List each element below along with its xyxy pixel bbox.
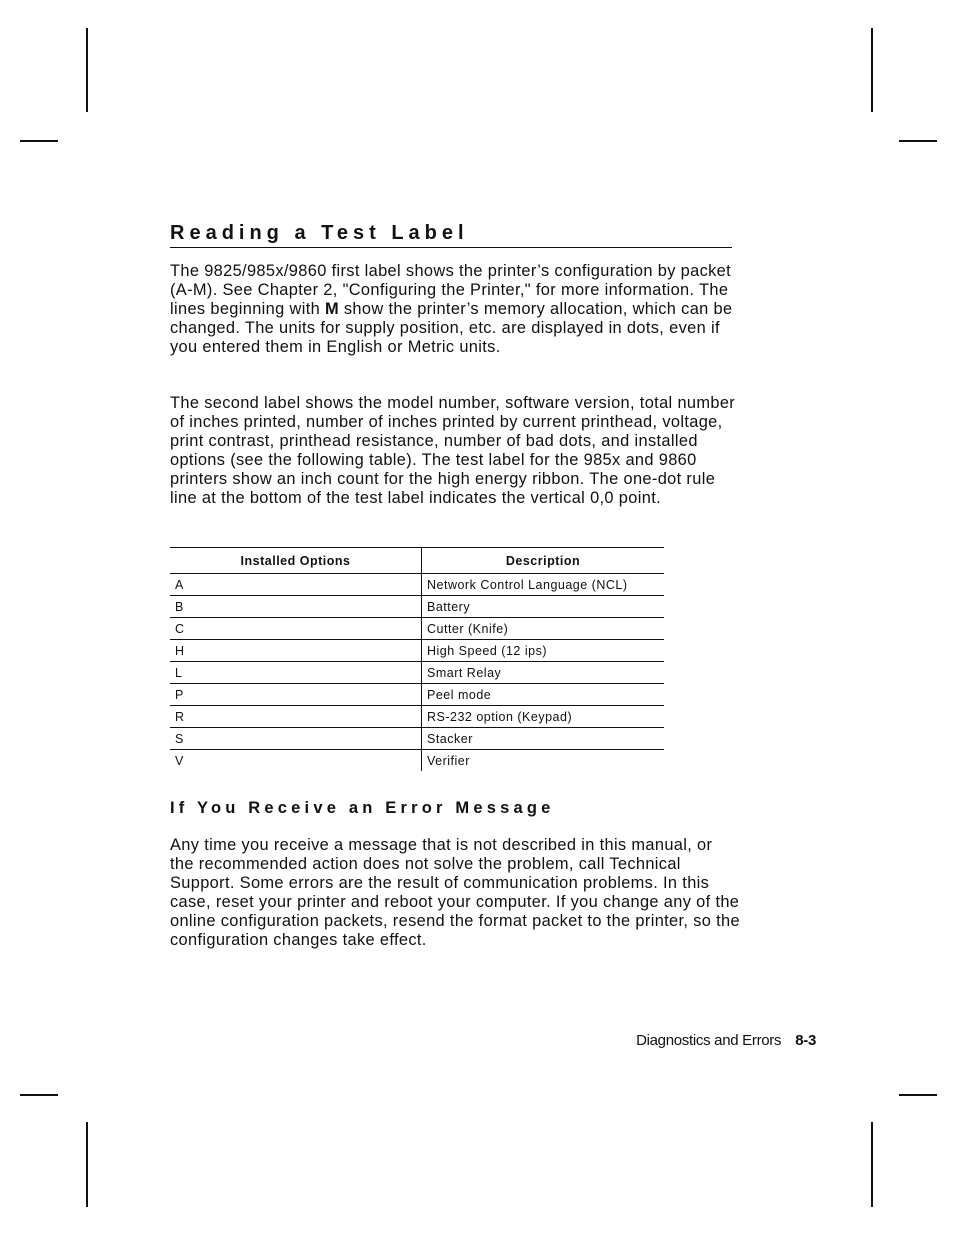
table-row (170, 750, 664, 772)
option-description: Cutter (Knife) (422, 618, 665, 640)
table-row (170, 596, 664, 618)
option-description: Battery (422, 596, 665, 618)
option-code: B (170, 596, 422, 618)
option-code: P (170, 684, 422, 706)
table-row (170, 684, 664, 706)
option-description: High Speed (12 ips) (422, 640, 665, 662)
memory-line-letter: M (324, 300, 339, 319)
crop-mark (899, 1094, 937, 1096)
crop-mark (86, 1122, 88, 1207)
intro-text-end: show the printer’s memory allocation, which can be changed. The units for supply position, etc. are displayed in dots, even if you entered them in English or Metric units. (170, 300, 733, 357)
option-code: V (170, 750, 422, 772)
option-description: Stacker (422, 728, 665, 750)
option-description: Network Control Language (NCL) (422, 574, 665, 596)
crop-mark (871, 1122, 873, 1207)
footer-chapter-title: Diagnostics and Errors (636, 1032, 782, 1049)
table-row (170, 706, 664, 728)
section-title: Reading a Test Label (170, 220, 732, 248)
option-code: R (170, 706, 422, 728)
subsection-title: If You Receive an Error Message (170, 799, 555, 817)
option-code: H (170, 640, 422, 662)
option-code: A (170, 574, 422, 596)
option-description: RS-232 option (Keypad) (422, 706, 665, 728)
crop-mark (871, 28, 873, 112)
table-header-row (170, 548, 664, 574)
page-footer (636, 1032, 816, 1050)
option-code: L (170, 662, 422, 684)
column-header-installed-options: Installed Options (170, 548, 422, 574)
crop-mark (899, 140, 937, 142)
crop-mark (20, 1094, 58, 1096)
table-row (170, 574, 664, 596)
column-header-description: Description (422, 548, 665, 574)
option-description: Peel mode (422, 684, 665, 706)
option-description: Verifier (427, 753, 470, 768)
table-row (170, 728, 664, 750)
option-code: C (170, 618, 422, 640)
table-row (170, 662, 664, 684)
installed-options-table (170, 547, 664, 771)
page-number: 8-3 (795, 1032, 816, 1049)
table-row (170, 618, 664, 640)
error-message-paragraph: Any time you receive a message that is not described in this manual, or the recommended action does not solve the problem, call Technical Support. Some errors are the result of communication problems. In this case, reset your printer and reboot your computer. If you change any of the online configuration packets, resend the format packet to the printer, so the configuration changes take effect. (170, 836, 740, 950)
intro-paragraph (170, 262, 740, 357)
option-code: S (170, 728, 422, 750)
second-label-paragraph: The second label shows the model number, software version, total number of inches printed, number of inches printed by current printhead, voltage, print contrast, printhead resistance, number of bad dots, and installed options (see the following table). The test label for the 985x and 9860 printers show an inch count for the high energy ribbon. The one-dot rule line at the bottom of the test label indicates the vertical 0,0 point. (170, 394, 736, 508)
crop-mark (20, 140, 58, 142)
table-row (170, 640, 664, 662)
intro-text-start: The 9825/985x/9860 first label shows the printer’s configuration by packet (A-M). See Chapter 2, "Configuring the Printer," for more information. The lines beginning with (170, 262, 732, 319)
option-description: Smart Relay (422, 662, 665, 684)
crop-mark (86, 28, 88, 112)
